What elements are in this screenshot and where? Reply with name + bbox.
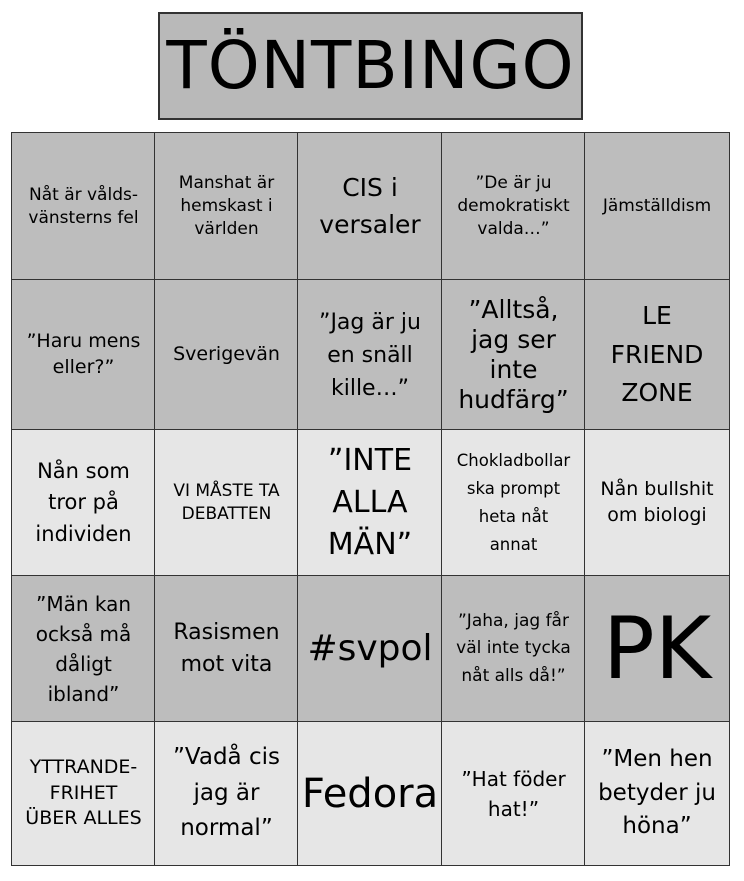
bingo-title: TÖNTBINGO <box>166 27 575 104</box>
bingo-cell: Fedora <box>297 721 443 866</box>
bingo-cell: PK <box>584 575 730 723</box>
bingo-cell: ”Hat föder hat!” <box>441 721 586 866</box>
bingo-cell: ”Alltså, jag ser inte hudfärg” <box>441 279 586 431</box>
bingo-cell: ”INTE ALLA MÄN” <box>297 429 443 577</box>
bingo-cell: Nåt är vålds- vänsterns fel <box>11 132 156 281</box>
bingo-cell: ”De är ju demokratiskt valda…” <box>441 132 586 281</box>
bingo-cell: VI MÅSTE TA DEBATTEN <box>154 429 299 577</box>
bingo-cell: ”Jag är ju en snäll kille…” <box>297 279 443 431</box>
bingo-cell: Jämställdism <box>584 132 730 281</box>
bingo-cell: Nån som tror på individen <box>11 429 156 577</box>
bingo-cell: ”Jaha, jag får väl inte tycka nåt alls då!” <box>441 575 586 723</box>
bingo-cell: Chokladbollar ska prompt heta nåt annat <box>441 429 586 577</box>
bingo-cell: YTTRANDE- FRIHET ÜBER ALLES <box>11 721 156 866</box>
bingo-grid <box>12 133 732 868</box>
bingo-cell: #svpol <box>297 575 443 723</box>
bingo-cell: ”Men hen betyder ju höna” <box>584 721 730 866</box>
bingo-cell: Nån bullshit om biologi <box>584 429 730 577</box>
bingo-cell: ”Män kan också må dåligt ibland” <box>11 575 156 723</box>
bingo-cell: ”Vadå cis jag är normal” <box>154 721 299 866</box>
bingo-cell: LE FRIEND ZONE <box>584 279 730 431</box>
bingo-title-box <box>158 12 583 120</box>
bingo-cell: Manshat är hemskast i världen <box>154 132 299 281</box>
bingo-cell: Sverigevän <box>154 279 299 431</box>
bingo-cell: Rasismen mot vita <box>154 575 299 723</box>
bingo-cell: ”Haru mens eller?” <box>11 279 156 431</box>
bingo-cell: CIS i versaler <box>297 132 443 281</box>
